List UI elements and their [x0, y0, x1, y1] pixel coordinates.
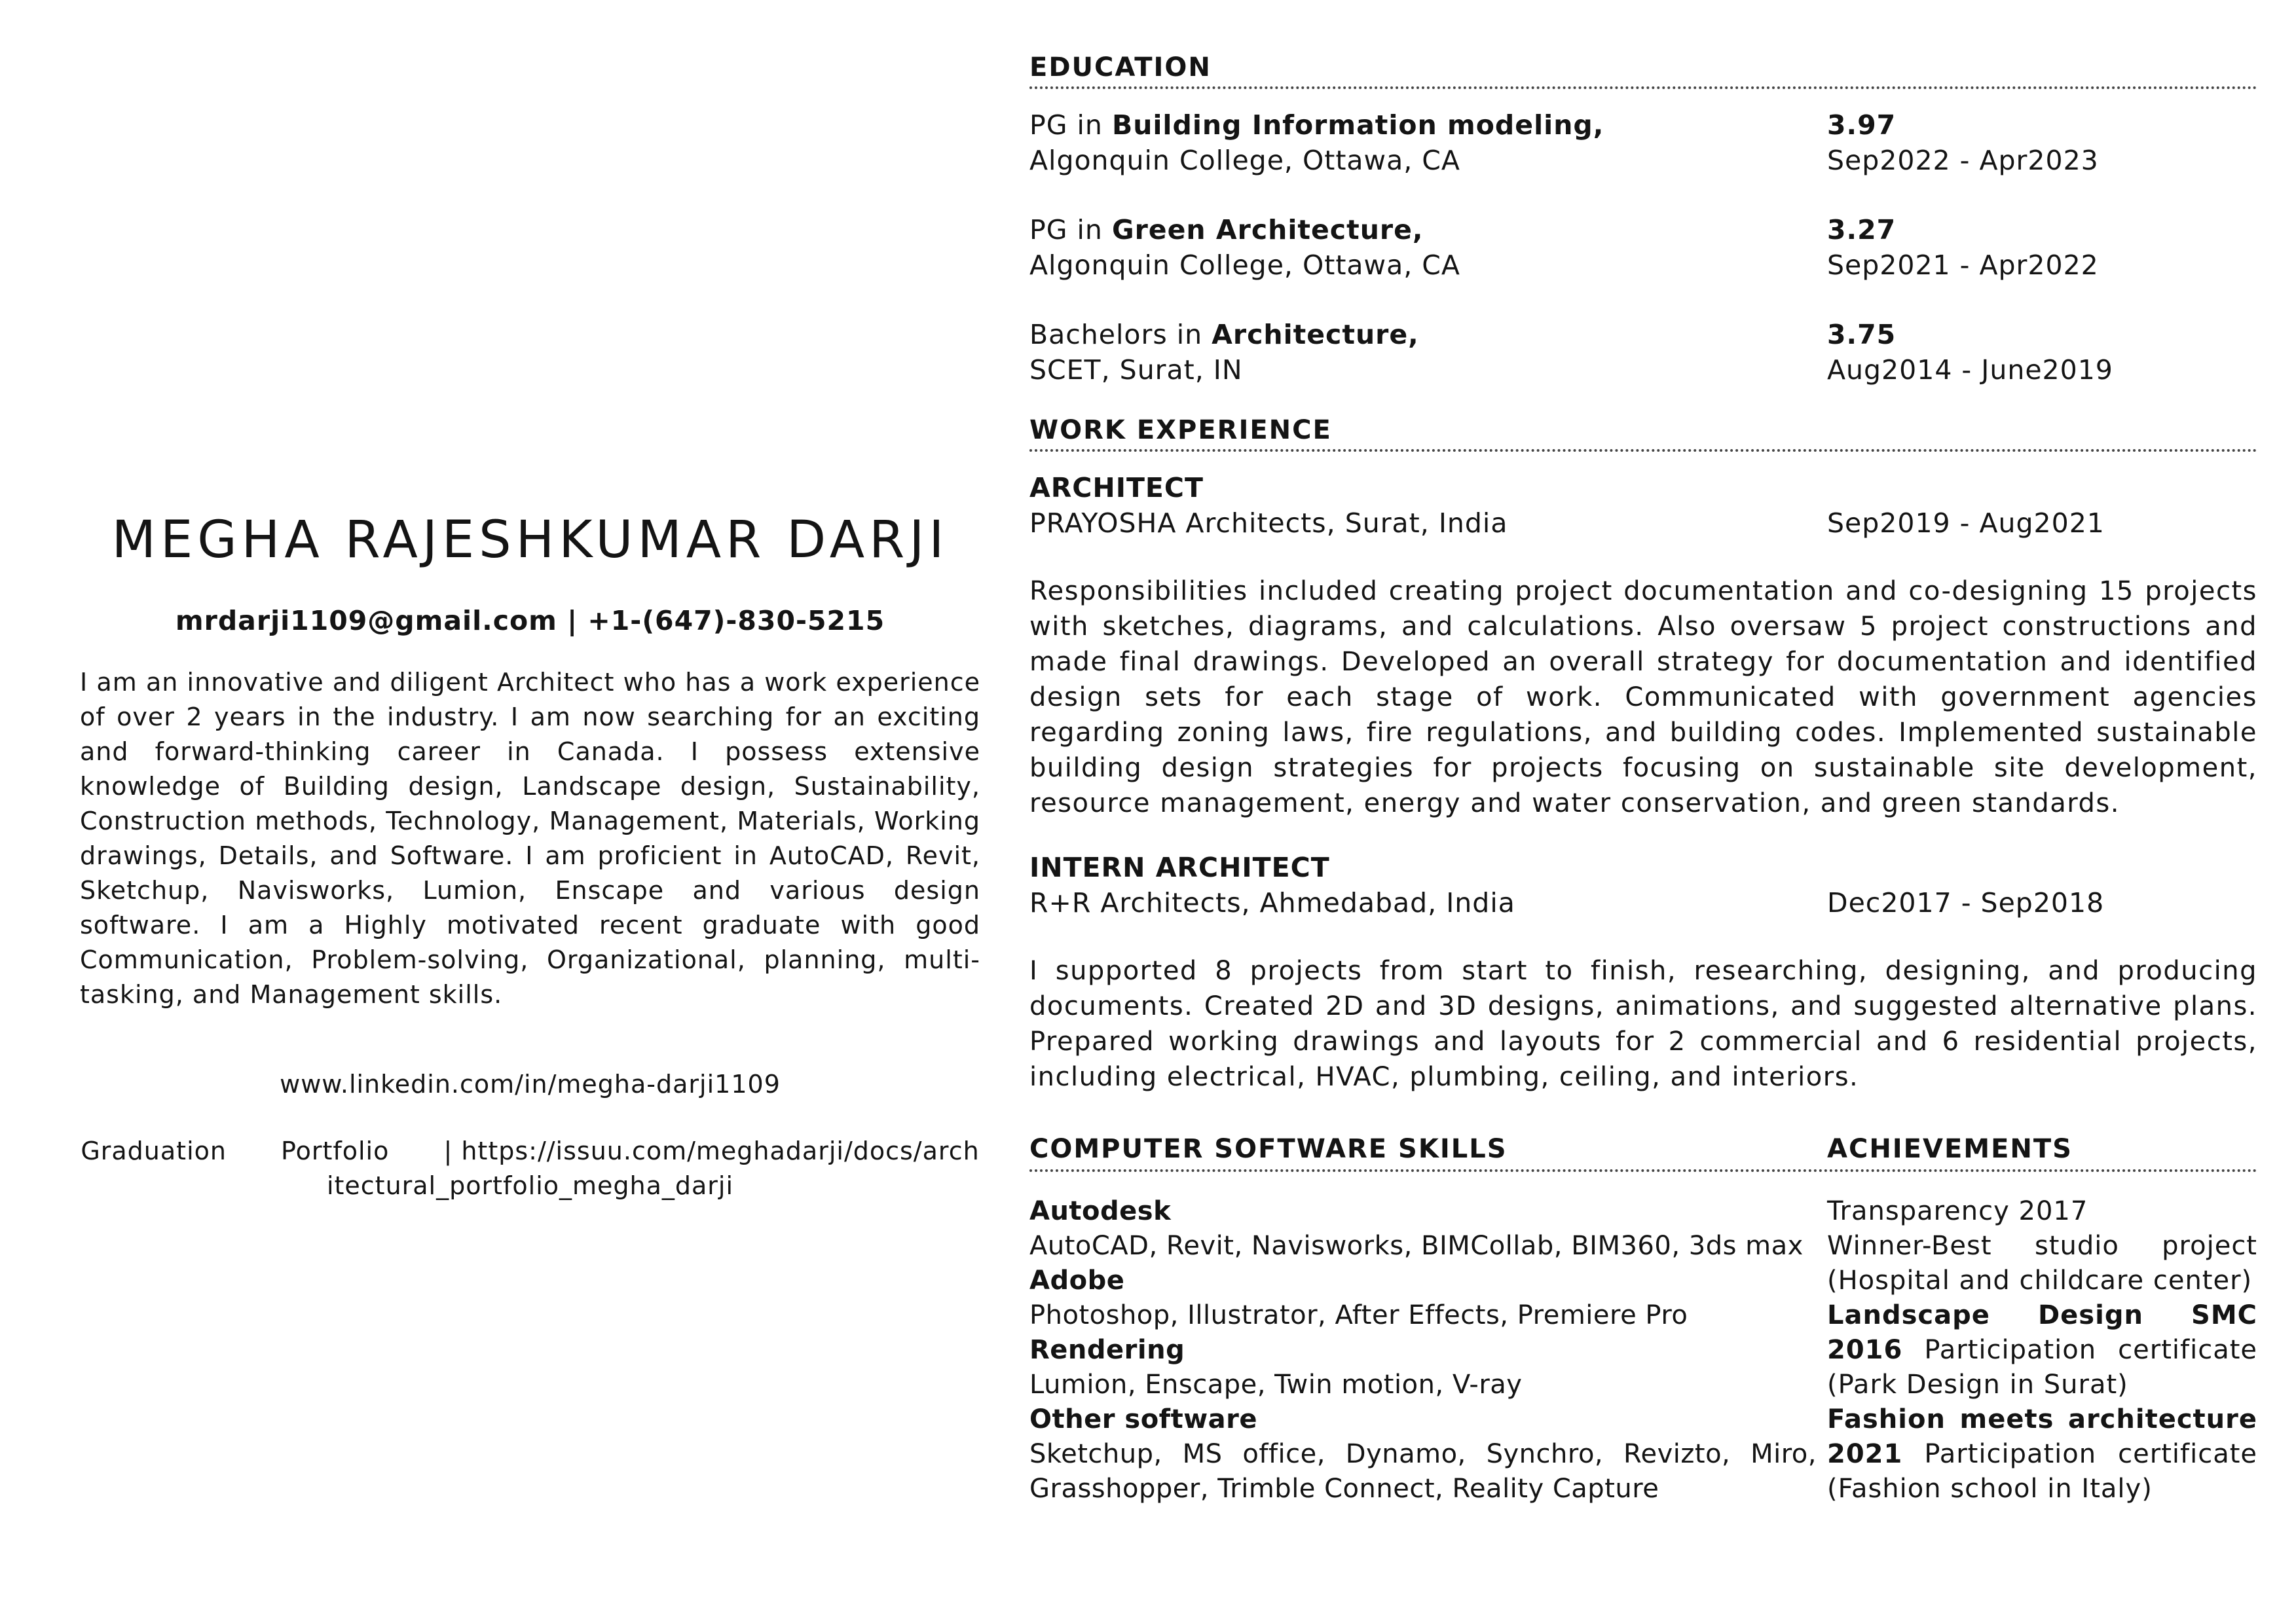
- skill-group-items: Lumion, Enscape, Twin motion, V-ray: [1029, 1370, 1523, 1400]
- education-dates: Aug2014 - June2019: [1827, 354, 2113, 386]
- degree-program: Architecture,: [1212, 319, 1419, 350]
- achievement-detail: Participation certificate (Park Design in Surat): [1827, 1335, 2257, 1400]
- education-gpa: 3.27: [1827, 214, 1897, 246]
- degree-program: Building Information modeling,: [1111, 109, 1604, 141]
- education-school: SCET, Surat, IN: [1029, 354, 1243, 386]
- achievement-title: Fashion meets architecture 2021: [1827, 1404, 2257, 1469]
- job-company: R+R Architects, Ahmedabad, India: [1029, 887, 1515, 919]
- profile-summary: I am an innovative and diligent Architect who has a work experience of over 2 years in the industry. I am now searching for an exciting and forward-thinking career in Canada. I possess extensive knowledge of Building design, Landscape design, Sustainability, Construction methods, Technology, Management, Materials, Working drawings, Details, and Software. I am proficient in AutoCAD, Revit, Sketchup, Navisworks, Lumion, Enscape and various design software. I am a Highly motivated recent graduate with good Communication, Problem-solving, Organizational, planning, multi-tasking, and Management skills.: [80, 668, 980, 1009]
- job-title: INTERN ARCHITECT: [1029, 852, 1330, 883]
- achievement-item: [1827, 1194, 2257, 1298]
- achievement-title: Landscape Design SMC 2016: [1827, 1300, 2257, 1365]
- skill-group-items: Sketchup, MS office, Dynamo, Synchro, Revizto, Miro, Grasshopper, Trimble Connect, Reality Capture: [1029, 1439, 1817, 1504]
- job-description: Responsibilities included creating project documentation and co-designing 15 projects with sketches, diagrams, and calculations. Also oversaw 5 project constructions and made final drawings. Developed an overall strategy for documentation and identified design sets for each stage of work. Communicated with government agencies regarding zoning laws, fire regulations, and building codes. Implemented sustainable building design strategies for projects focusing on sustainable site development, resource management, energy and water conservation, and green standards.: [1029, 576, 2257, 818]
- portfolio-label: Graduation Portfolio |: [81, 1137, 453, 1165]
- education-heading: EDUCATION: [1029, 52, 2257, 89]
- education-school: Algonquin College, Ottawa, CA: [1029, 145, 1460, 176]
- job-description: I supported 8 projects from start to finish, researching, designing, and producing documents. Created 2D and 3D designs, animations, and suggested alternative plans. Prepared working drawings and layouts for 2 commercial and 6 residential projects, including electrical, HVAC, plumbing, ceiling, and interiors.: [1029, 956, 2257, 1092]
- skill-group-name: Autodesk: [1029, 1196, 1172, 1226]
- achievement-title: Transparency 2017: [1827, 1196, 2088, 1226]
- job-entry: [1029, 470, 2257, 821]
- education-gpa: 3.97: [1827, 109, 1897, 141]
- skills-section: [1029, 1134, 1827, 1506]
- section-divider: [1029, 1169, 2257, 1172]
- achievement-detail: Participation certificate (Fashion school in Italy): [1827, 1439, 2257, 1504]
- skills-heading: COMPUTER SOFTWARE SKILLS: [1029, 1134, 1508, 1164]
- job-company: PRAYOSHA Architects, Surat, India: [1029, 507, 1508, 539]
- skill-group-name: Rendering: [1029, 1335, 1185, 1365]
- profile-column: [80, 511, 980, 1203]
- skill-group-name: Adobe: [1029, 1266, 1125, 1296]
- achievements-section: [1827, 1134, 2257, 1506]
- job-dates: Sep2019 - Aug2021: [1827, 507, 2105, 539]
- job-entry: [1029, 850, 2257, 1095]
- education-entry: [1029, 317, 2257, 388]
- education-school: Algonquin College, Ottawa, CA: [1029, 249, 1460, 281]
- degree-program: Green Architecture,: [1111, 214, 1424, 246]
- contact-info: mrdarji1109@gmail.com | +1-(647)-830-5215: [175, 605, 885, 636]
- achievement-item: [1827, 1402, 2257, 1506]
- achievement-detail: Winner-Best studio project (Hospital and childcare center): [1827, 1231, 2257, 1296]
- achievement-item: [1827, 1298, 2257, 1402]
- skill-group-name: Other software: [1029, 1404, 1257, 1434]
- education-dates: Sep2021 - Apr2022: [1827, 249, 2099, 281]
- degree-prefix: Bachelors in: [1029, 319, 1212, 350]
- degree-prefix: PG in: [1029, 109, 1112, 141]
- degree-prefix: PG in: [1029, 214, 1112, 246]
- work-heading: WORK EXPERIENCE: [1029, 415, 2257, 452]
- portfolio-line: [80, 1134, 980, 1203]
- skill-group-items: AutoCAD, Revit, Navisworks, BIMCollab, BIM360, 3ds max: [1029, 1231, 1804, 1261]
- portfolio-link[interactable]: https://issuu.com/meghadarji/docs/architectural_portfolio_megha_darji: [326, 1137, 980, 1200]
- education-gpa: 3.75: [1827, 319, 1897, 350]
- achievements-heading: ACHIEVEMENTS: [1827, 1134, 2073, 1164]
- skills-achievements-row: [1029, 1134, 2257, 1506]
- candidate-name: MEGHA RAJESHKUMAR DARJI: [111, 511, 949, 570]
- education-entry: [1029, 107, 2257, 178]
- education-entry: [1029, 212, 2257, 283]
- job-title: ARCHITECT: [1029, 472, 1204, 503]
- job-dates: Dec2017 - Sep2018: [1827, 887, 2105, 919]
- skill-group-items: Photoshop, Illustrator, After Effects, Premiere Pro: [1029, 1300, 1688, 1330]
- linkedin-link[interactable]: www.linkedin.com/in/megha-darji1109: [280, 1070, 781, 1099]
- education-dates: Sep2022 - Apr2023: [1827, 145, 2099, 176]
- details-column: [1029, 52, 2257, 1506]
